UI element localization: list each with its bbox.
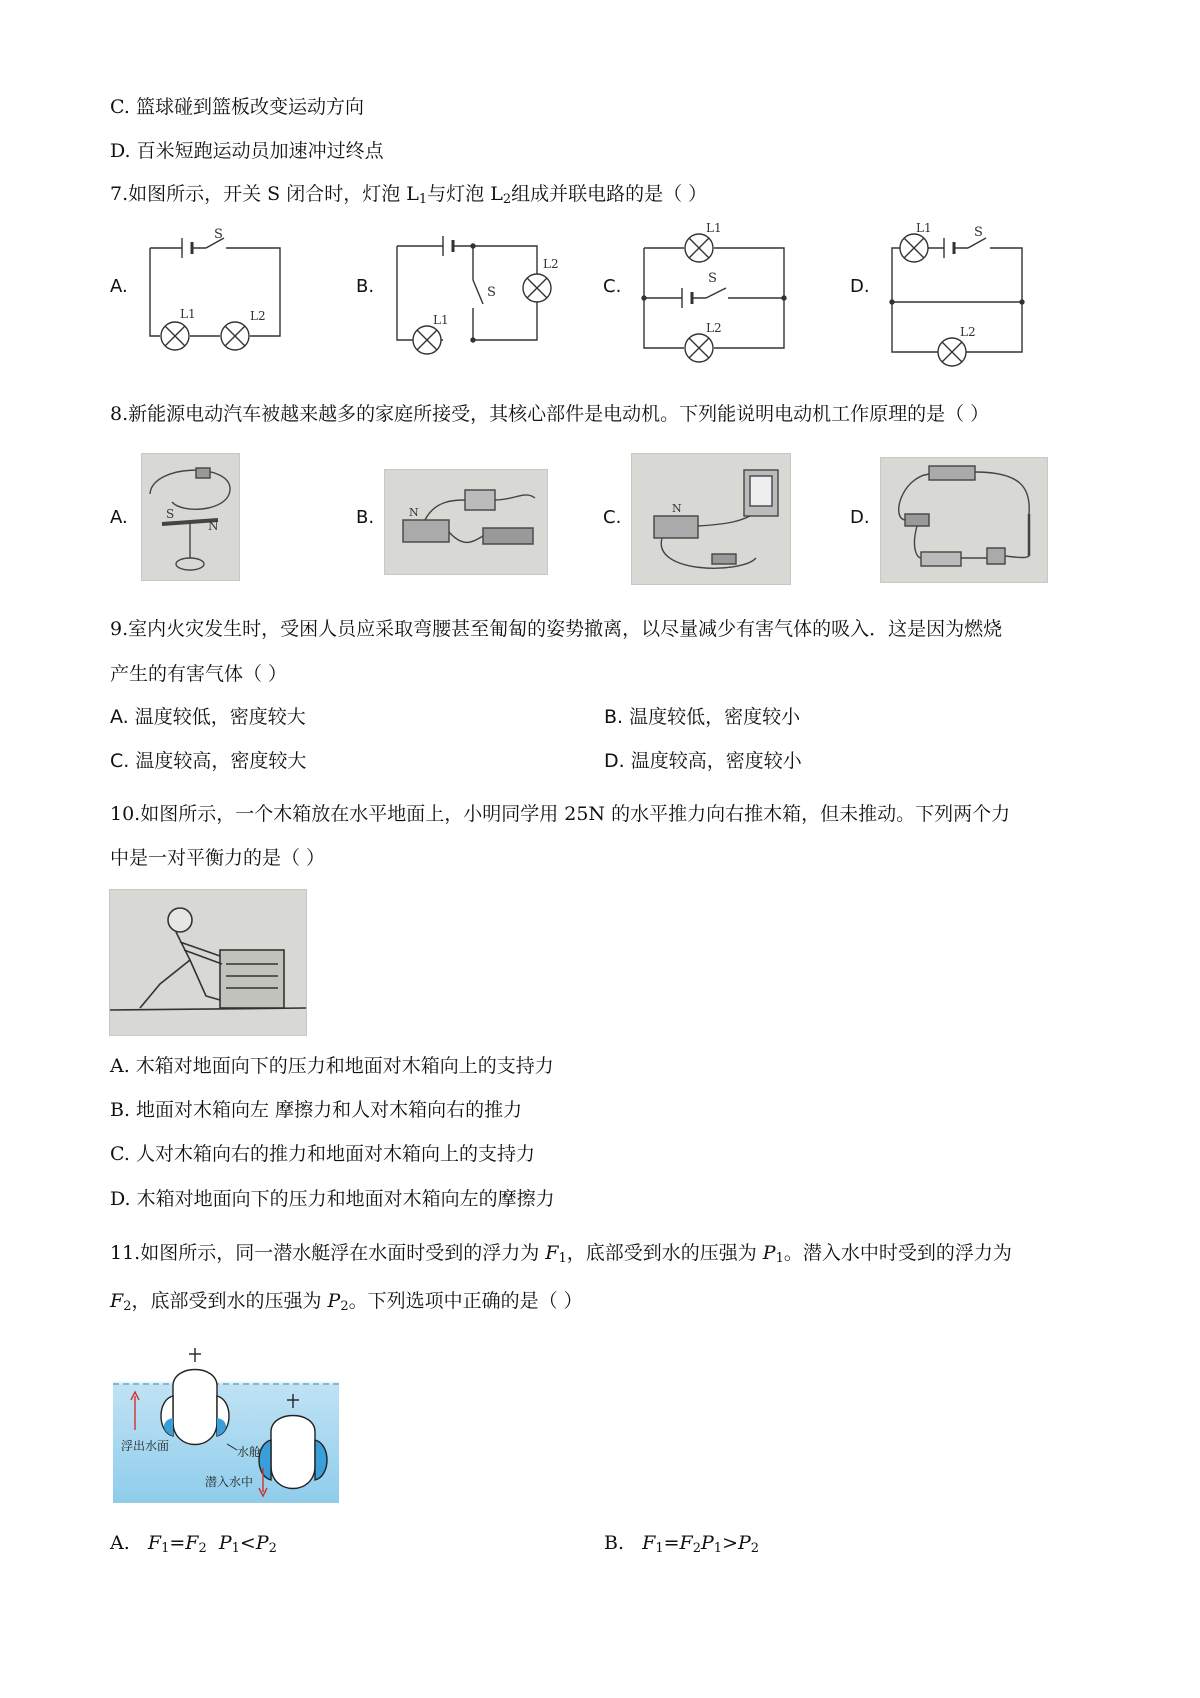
q8-label-a: A. [110,507,128,528]
svg-text:S: S [214,227,223,242]
q10-photo-boy-pushing-box [109,889,307,1036]
svg-text:S: S [166,507,175,521]
q9-option-c: C. 温度较高，密度较大 [110,750,307,772]
q11-submarine-diagram [113,1340,339,1503]
q10-stem-line1: 10.如图所示，一个木箱放在水平地面上，小明同学用 25N 的水平推力向右推木箱，但未推动。下列两个力 [110,803,1011,825]
q11-stem-line1: 11.如图所示，同一潜水艇浮在水面时受到的浮力为 $F_1$，底部受到水的压强为 $P_1$。潜入水中时受到的浮力为 [110,1242,1012,1266]
q10-option-b: B. 地面对木箱向左 摩擦力和人对木箱向右的推力 [110,1099,523,1121]
q7-stem: 7.如图所示，开关 S 闭合时，灯泡 $L_1$与灯泡 $L_2$组成并联电路的是（ ） [110,183,708,207]
q11-stem-line2: $F_2$，底部受到水的压强为 $P_2$。下列选项中正确的是（ ） [110,1290,583,1314]
svg-text:L2: L2 [706,321,722,335]
q10-stem-line2: 中是一对平衡力的是（ ） [110,847,326,869]
q7-circuit-d [882,222,1042,382]
q9-stem-line1: 9.室内火灾发生时，受困人员应采取弯腰甚至匍匐的姿势撤离，以尽量减少有害气体的吸入．这是因为燃烧 [110,618,1003,640]
q8-photo-b [384,469,548,575]
q7-label-b: B. [356,276,375,297]
svg-text:N: N [409,506,419,519]
svg-text:S: S [708,271,717,286]
q11-option-b: B. $F_1=F_2P_1>P_2$ [604,1532,760,1556]
q7-label-c: C. [603,276,622,297]
svg-text:L2: L2 [960,325,976,339]
q6-option-d: D. 百米短跑运动员加速冲过终点 [110,140,384,162]
q7-circuit-b [387,222,557,372]
q11-option-a: A. $F_1=F_2$ $P_1<P_2$ [110,1532,277,1556]
svg-text:N: N [672,502,682,515]
q7-circuit-a [140,226,300,376]
q10-option-a: A. 木箱对地面向下的压力和地面对木箱向上的支持力 [110,1055,554,1077]
q10-option-d: D. 木箱对地面向下的压力和地面对木箱向左的摩擦力 [110,1188,555,1210]
svg-text:L1: L1 [433,313,449,327]
svg-text:S: S [974,225,983,240]
q9-option-b: B. 温度较低，密度较小 [604,706,801,728]
q8-label-b: B. [356,507,375,528]
svg-text:浮出水面: 浮出水面 [121,1439,170,1453]
q8-label-c: C. [603,507,622,528]
q8-label-d: D. [850,507,870,528]
q8-photo-d [880,457,1048,583]
q10-option-c: C. 人对木箱向右的推力和地面对木箱向上的支持力 [110,1143,535,1165]
q9-option-d: D. 温度较高，密度较小 [604,750,802,772]
svg-text:L2: L2 [543,257,559,271]
svg-text:L1: L1 [180,307,196,321]
svg-text:L1: L1 [706,221,722,235]
q8-stem: 8.新能源电动汽车被越来越多的家庭所接受，其核心部件是电动机。下列能说明电动机工作原理的是（ ） [110,403,990,425]
svg-text:水舱: 水舱 [237,1445,262,1459]
svg-text:L2: L2 [250,309,266,323]
q9-option-a: A. 温度较低，密度较大 [110,706,306,728]
q6-option-c: C. 篮球碰到篮板改变运动方向 [110,96,364,118]
svg-text:潜入水中: 潜入水中 [205,1475,254,1489]
svg-text:N: N [208,519,219,533]
q8-photo-a [141,453,240,581]
q7-label-a: A. [110,276,128,297]
q9-stem-line2: 产生的有害气体（ ） [110,663,288,685]
q7-label-d: D. [850,276,870,297]
svg-text:S: S [487,285,496,300]
svg-text:L1: L1 [916,221,932,235]
q7-circuit-c [634,218,804,378]
q8-photo-c [631,453,791,585]
